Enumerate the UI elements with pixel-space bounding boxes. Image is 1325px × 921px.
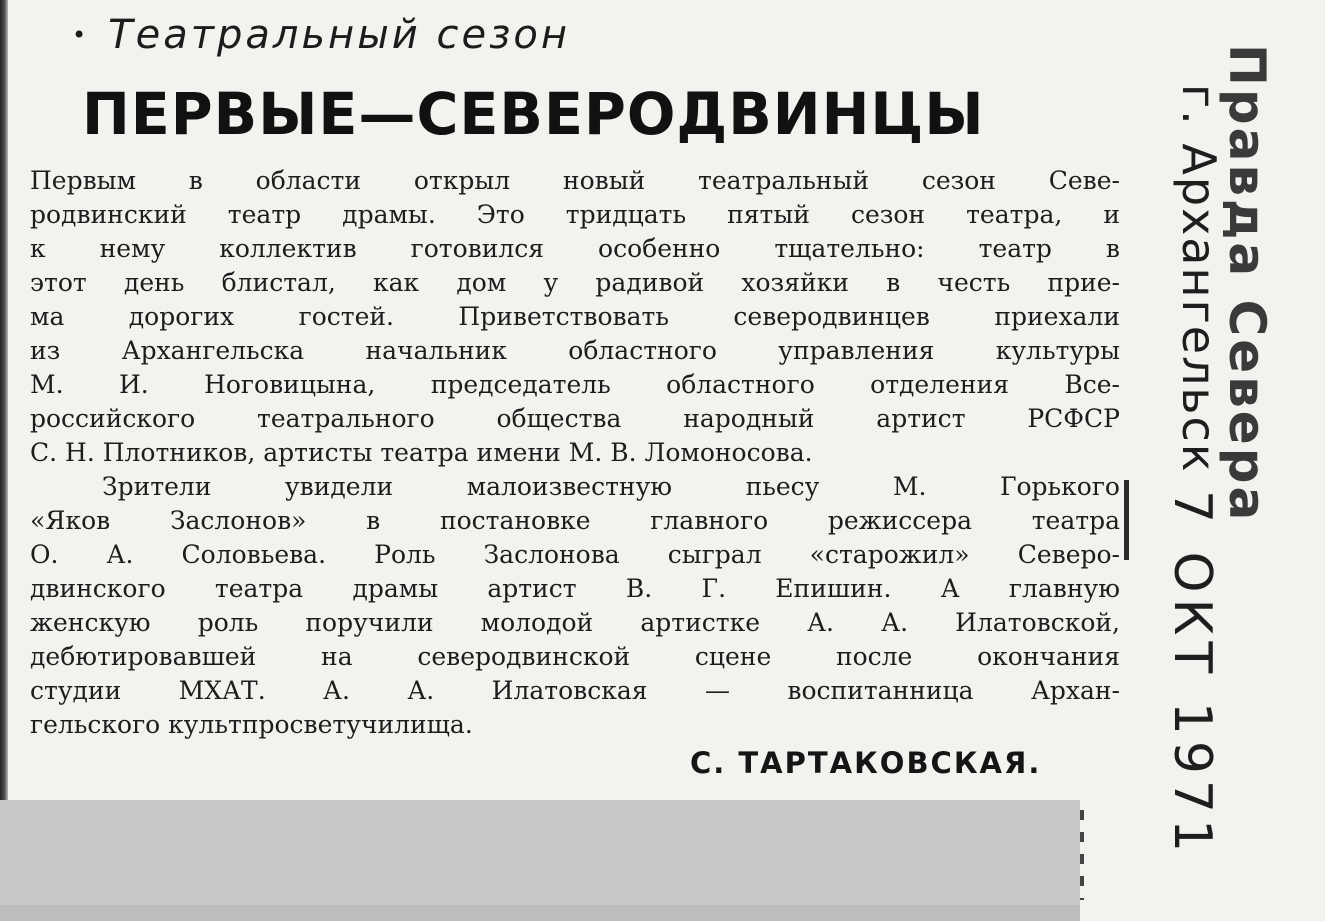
article-line: С. Н. Плотников, артисты театра имени М. В. Ломоносова. xyxy=(30,438,813,467)
rubric-bullet: • xyxy=(72,21,87,49)
article-line: студии МХАТ. А. А. Илатовская — воспитанница Архан- xyxy=(30,676,1120,705)
article-line: из Архангельска начальник областного управления культуры xyxy=(30,336,1120,365)
stamp-rule xyxy=(1124,480,1129,560)
rubric-title: Театральный сезон xyxy=(108,12,570,58)
article-line: О. А. Соловьева. Роль Заслонова сыграл «старожил» Северо- xyxy=(30,540,1120,569)
article-line: гельского культпросветучилища. xyxy=(30,710,473,739)
stamp-city: г. Архангельск xyxy=(1172,84,1226,474)
article-line: М. И. Ноговицына, председатель областного отделения Все- xyxy=(30,370,1120,399)
stamp-newspaper-name: Правда Севера xyxy=(1218,44,1276,524)
article-line: «Яков Заслонов» в постановке главного режиссера театра xyxy=(30,506,1120,535)
card-background-lower xyxy=(0,905,1080,921)
article-line: родвинский театр драмы. Это тридцать пятый сезон театра, и xyxy=(30,200,1120,229)
article-line: двинского театра драмы артист В. Г. Епишин. А главную xyxy=(30,574,1120,603)
scan-left-edge xyxy=(0,0,8,800)
article-line: к нему коллектив готовился особенно тщательно: театр в xyxy=(30,234,1120,263)
article-line: женскую роль поручили молодой артистке А. А. Илатовской, xyxy=(30,608,1120,637)
stamp-rule-lower xyxy=(1080,810,1084,900)
article-line: российского театрального общества народный артист РСФСР xyxy=(30,404,1120,433)
article-line: ма дорогих гостей. Приветствовать северодвинцев приехали xyxy=(30,302,1120,331)
article-line: Первым в области открыл новый театральный сезон Севе- xyxy=(30,166,1120,195)
newspaper-clipping xyxy=(8,0,1120,800)
article-line: этот день блистал, как дом у радивой хозяйки в честь прие- xyxy=(30,268,1120,297)
author-signature: С. ТАРТАКОВСКАЯ. xyxy=(690,746,1042,780)
stamp-date: 7 ОКТ 1971 xyxy=(1162,490,1222,859)
article-headline: ПЕРВЫЕ—СЕВЕРОДВИНЦЫ xyxy=(82,80,985,148)
article-line: Зрители увидели малоизвестную пьесу М. Горького xyxy=(102,472,1120,501)
article-line: дебютировавшей на северодвинской сцене после окончания xyxy=(30,642,1120,671)
rubric xyxy=(72,12,570,58)
article-body xyxy=(30,164,1120,742)
card-background xyxy=(0,800,1080,921)
